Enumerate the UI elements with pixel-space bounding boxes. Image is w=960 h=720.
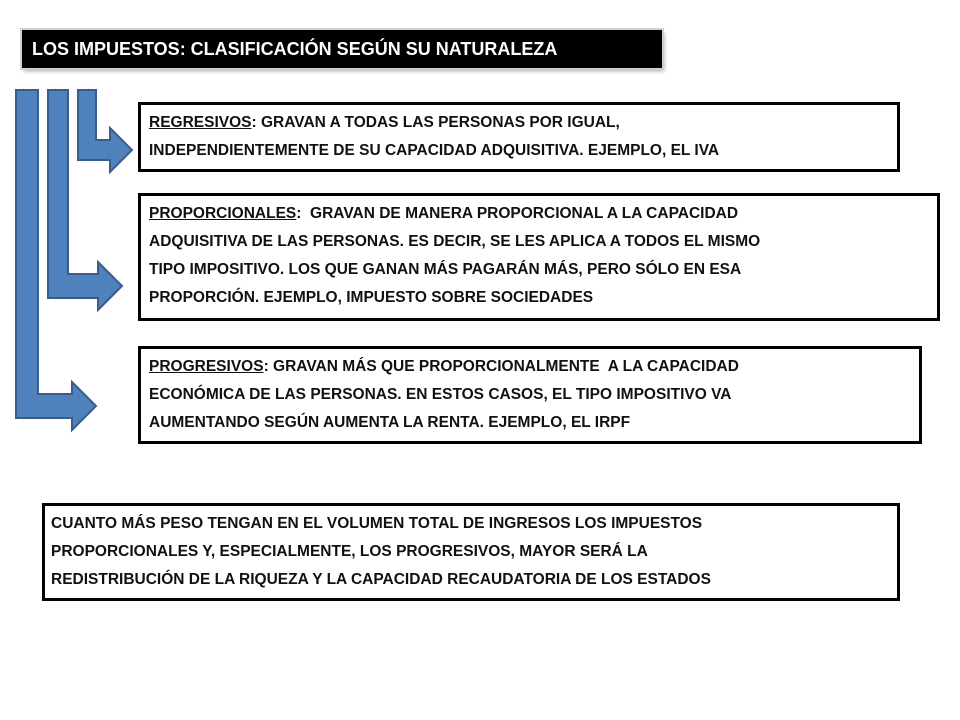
regresivos-box (138, 102, 900, 172)
progresivos-line-1: GRAVAN MÁS QUE PROPORCIONALMENTE A LA CAPACIDAD (268, 358, 739, 375)
proporcionales-box (138, 193, 940, 321)
regresivos-line-1: GRAVAN A TODAS LAS PERSONAS POR IGUAL, (256, 114, 620, 131)
conclusion-line-2: PROPORCIONALES Y, ESPECIALMENTE, LOS PROGRESIVOS, MAYOR SERÁ LA (51, 543, 648, 560)
proporcionales-line-2: ADQUISITIVA DE LAS PERSONAS. ES DECIR, SE LES APLICA A TODOS EL MISMO (149, 233, 761, 250)
proporcionales-line-4: PROPORCIÓN. EJEMPLO, IMPUESTO SOBRE SOCIEDADES (149, 289, 594, 306)
bent-arrow-icon-regresivos (78, 90, 132, 172)
proporcionales-line-1: GRAVAN DE MANERA PROPORCIONAL A LA CAPACIDAD (301, 205, 739, 222)
progresivos-line-3: AUMENTANDO SEGÚN AUMENTA LA RENTA. EJEMPLO, EL IRPF (149, 414, 631, 431)
page-title: LOS IMPUESTOS: CLASIFICACIÓN SEGÚN SU NATURALEZA (22, 30, 662, 68)
regresivos-line-2: INDEPENDIENTEMENTE DE SU CAPACIDAD ADQUISITIVA. EJEMPLO, EL IVA (149, 142, 720, 159)
regresivos-term: REGRESIVOS (149, 114, 252, 131)
conclusion-box (42, 503, 900, 601)
conclusion-line-3: REDISTRIBUCIÓN DE LA RIQUEZA Y LA CAPACIDAD RECAUDATORIA DE LOS ESTADOS (51, 571, 711, 588)
progresivos-colon: : (263, 358, 269, 375)
proporcionales-colon: : (296, 205, 302, 222)
conclusion-line-1: CUANTO MÁS PESO TENGAN EN EL VOLUMEN TOTAL DE INGRESOS LOS IMPUESTOS (51, 515, 703, 532)
progresivos-box (138, 346, 922, 444)
proporcionales-line-3: TIPO IMPOSITIVO. LOS QUE GANAN MÁS PAGARÁN MÁS, PERO SÓLO EN ESA (149, 261, 742, 278)
progresivos-term: PROGRESIVOS (149, 358, 264, 375)
regresivos-colon: : (251, 114, 257, 131)
progresivos-line-2: ECONÓMICA DE LAS PERSONAS. EN ESTOS CASOS, EL TIPO IMPOSITIVO VA (149, 386, 732, 403)
proporcionales-term: PROPORCIONALES (149, 205, 297, 222)
